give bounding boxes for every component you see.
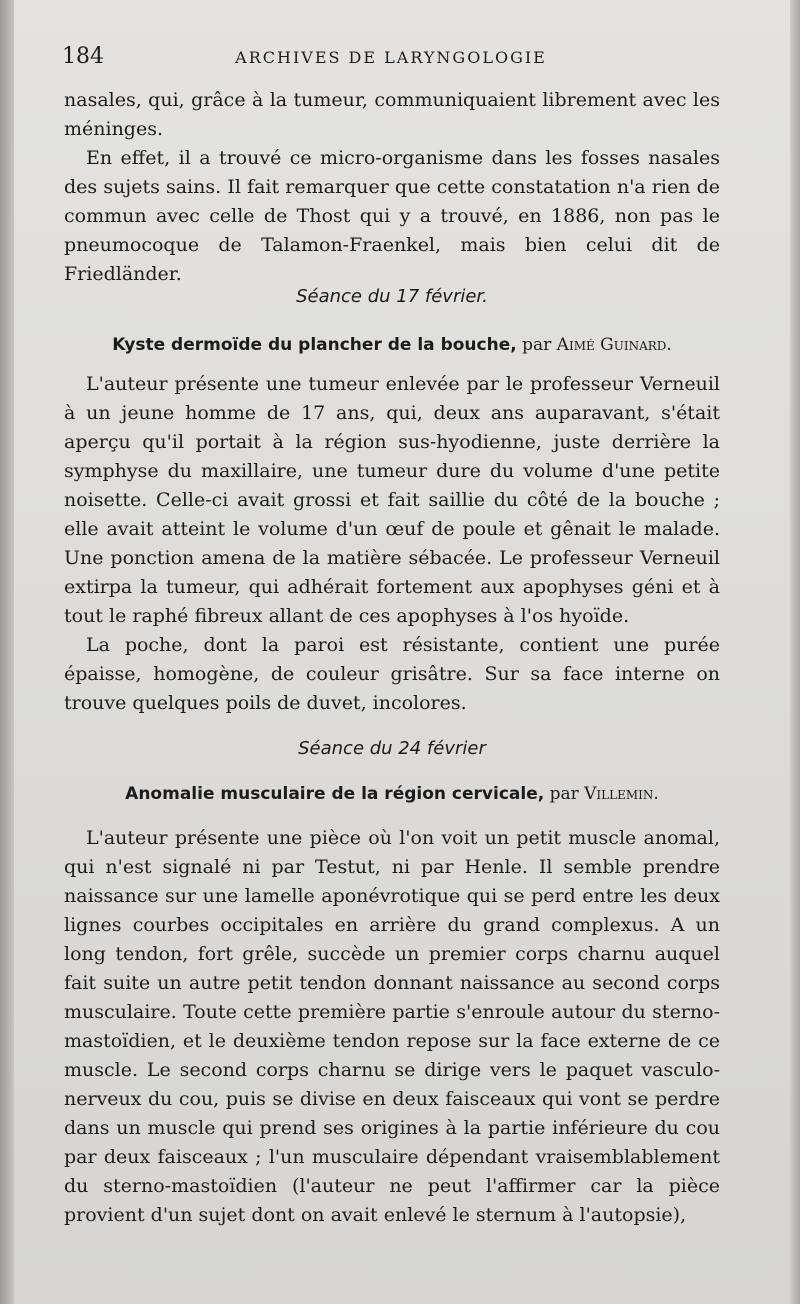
intro-text [64,86,720,289]
article-author: Aimé Guinard. [556,335,672,355]
kyste-text [64,370,720,718]
running-head [56,44,726,74]
intro-paragraph: nasales, qui, grâce à la tumeur, communiquaient librement avec les méninges. [64,89,720,140]
article-title-text: Anomalie musculaire de la région cervicale, [125,784,545,804]
session-heading-24-fevrier: Séance du 24 février [298,738,486,759]
article-title-anomalie [64,784,720,804]
article-by: par [549,784,579,804]
page-number: 184 [62,44,104,69]
article-title-text: Kyste dermoïde du plancher de la bouche, [112,335,517,355]
journal-title: ARCHIVES DE LARYNGOLOGIE [235,48,547,67]
intro-paragraph: En effet, il a trouvé ce micro-organisme dans les fosses nasales des sujets sains. Il fait remarquer que cette constatation n'a rien de commun avec celle de Thost qui y a trouvé, en 1886, non pas le pneumocoque de Talamon-Fraenkel, mais bien celui dit de Friedländer. [64,147,720,285]
page-edge-left [0,0,14,1304]
session-heading-17-fevrier: Séance du 17 février. [296,286,488,307]
article-by: par [522,335,552,355]
body-paragraph: L'auteur présente une tumeur enlevée par le professeur Verneuil à un jeune homme de 17 ans, qui, deux ans auparavant, s'était aperçu qu'il portait à la région sus-hyodienne, juste derrière la symphyse du maxillaire, une tumeur dure du volume d'une petite noisette. Celle-ci avait grossi et fait saillie du côté de la bouche ; elle avait atteint le volume d'un œuf de poule et gênait le malade. Une ponction amena de la matière sébacée. Le professeur Verneuil extirpa la tumeur, qui adhérait fortement aux apophyses géni et à tout le raphé fibreux allant de ces apophyses à l'os hyoïde. [64,373,720,627]
anomalie-text [64,824,720,1230]
article-title-kyste [64,335,720,355]
body-paragraph: La poche, dont la paroi est résistante, contient une purée épaisse, homogène, de couleur grisâtre. Sur sa face interne on trouve quelques poils de duvet, incolores. [64,634,720,714]
page-edge-right [790,0,800,1304]
article-author: Villemin. [584,784,659,804]
body-paragraph: L'auteur présente une pièce où l'on voit un petit muscle anomal, qui n'est signalé ni par Testut, ni par Henle. Il semble prendre naissance sur une lamelle aponévrotique qui se perd entre les deux lignes courbes occipitales en arrière du grand complexus. A un long tendon, fort grêle, succède un premier corps charnu auquel fait suite un autre petit tendon donnant naissance au second corps musculaire. Toute cette première partie s'enroule autour du sterno-mastoïdien, et le deuxième tendon repose sur la face externe de ce muscle. Le second corps charnu se dirige vers le paquet vasculo-nerveux du cou, puis se divise en deux faisceaux qui vont se perdre dans un muscle qui prend ses origines à la partie inférieure du cou par deux faisceaux ; l'un musculaire dépendant vraisemblablement du sterno-mastoïdien (l'auteur ne peut l'affirmer car la pièce provient d'un sujet dont on avait enlevé le sternum à l'autopsie), [64,827,720,1226]
